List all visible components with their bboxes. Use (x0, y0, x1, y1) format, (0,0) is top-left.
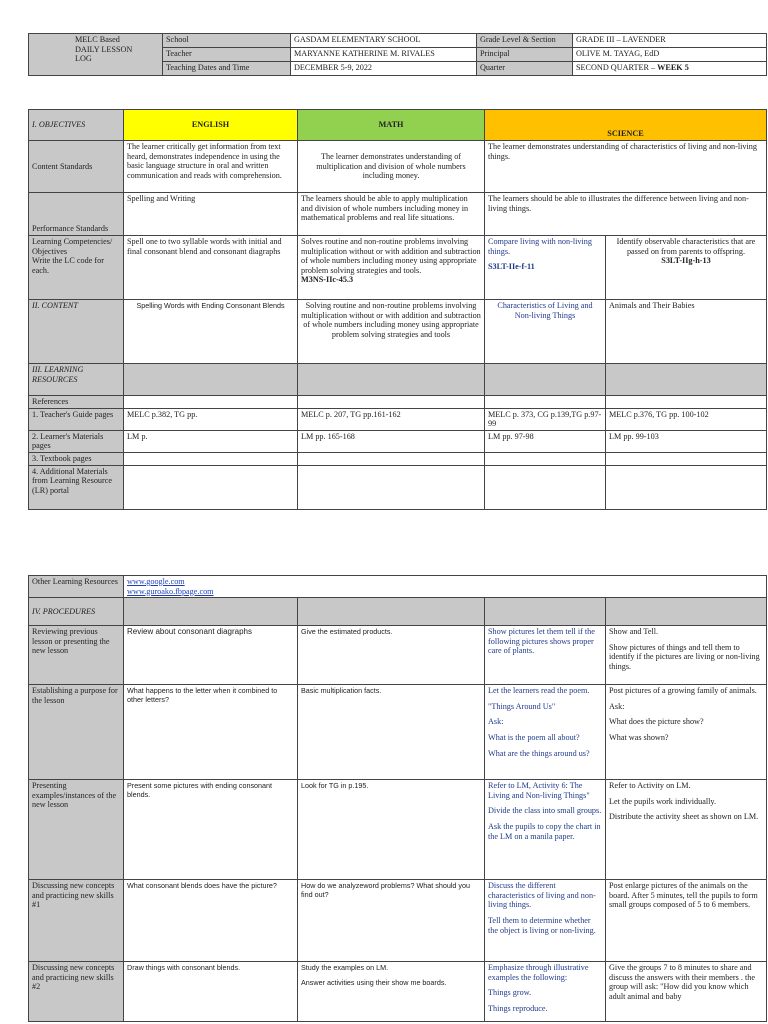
reviewing-science-1: Show pictures let them tell if the following pictures shows proper care of plants. (485, 626, 606, 685)
performance-standards-science: The learners should be able to illustrates the difference between living and non-living things. (485, 193, 767, 236)
additional-label: 4. Additional Materials from Learning Resource (LR) portal (29, 465, 124, 509)
content-science-1: Characteristics of Living and Non-living Things (485, 300, 606, 364)
examples-english: Present some pictures with ending consonant blends. (124, 780, 298, 880)
quarter-label: Quarter (477, 62, 573, 76)
discuss1-label: Discussing new concepts and practicing new skills #1 (29, 880, 124, 962)
content-math: Solving routine and non-routine problems involving multiplication without or with addition and subtraction of whole numbers including money using appropriate problem solving strategies and tools (298, 300, 485, 364)
header-table (28, 33, 767, 76)
discuss1-math: How do we analyzeword problems? What should you find out? (298, 880, 485, 962)
purpose-math: Basic multiplication facts. (298, 685, 485, 780)
quarter-value: SECOND QUARTER – WEEK 5 (573, 62, 767, 76)
examples-label: Presenting examples/instances of the new lesson (29, 780, 124, 880)
performance-standards-math: The learners should be able to apply multiplication and division of whole numbers including money in mathematical problems and real life situations. (298, 193, 485, 236)
reviewing-math: Give the estimated products. (298, 626, 485, 685)
reviewing-english: Review about consonant diagraphs (124, 626, 298, 685)
science-lc-code-1: S3LT-IIe-f-11 (488, 262, 535, 272)
performance-standards-label: Performance Standards (29, 193, 124, 236)
guroako-link[interactable]: www.guroako.fbpage.com (127, 586, 214, 596)
lm-english: LM p. (124, 430, 298, 452)
principal-value: OLIVE M. TAYAG, EdD (573, 48, 767, 62)
discuss1-science-2: Post enlarge pictures of the animals on the board. After 5 minutes, tell the pupils to form small groups composed of 5 to 6 members. (606, 880, 767, 962)
discuss2-science-1: Emphasize through illustrative examples the following: Things grow. Things reproduce. (485, 962, 606, 1022)
grade-label: Grade Level & Section (477, 34, 573, 48)
textbook-label: 3. Textbook pages (29, 452, 124, 465)
lm-science-1: LM pp. 97-98 (485, 430, 606, 452)
teacher-value: MARYANNE KATHERINE M. RIVALES (291, 48, 477, 62)
examples-science-2: Refer to Activity on LM. Let the pupils work individually. Distribute the activity sheet as shown on LM. (606, 780, 767, 880)
discuss2-english: Draw things with consonant blends. (124, 962, 298, 1022)
school-value: GASDAM ELEMENTARY SCHOOL (291, 34, 477, 48)
objectives-heading: I. OBJECTIVES (29, 110, 124, 141)
science-header: SCIENCE (485, 110, 767, 141)
competencies-science-2: Identify observable characteristics that are passed on from parents to offspring. S3LT-IIg-h-13 (606, 236, 767, 300)
discuss2-math: Study the examples on LM. Answer activities using their show me boards. (298, 962, 485, 1022)
dates-value: DECEMBER 5-9, 2022 (291, 62, 477, 76)
purpose-label: Establishing a purpose for the lesson (29, 685, 124, 780)
content-heading: II. CONTENT (29, 300, 124, 364)
tg-math: MELC p. 207, TG pp.161-162 (298, 408, 485, 430)
content-science-2: Animals and Their Babies (606, 300, 767, 364)
performance-standards-english: Spelling and Writing (124, 193, 298, 236)
examples-math: Look for TG in p.195. (298, 780, 485, 880)
purpose-english: What happens to the letter when it combined to other letters? (124, 685, 298, 780)
tg-science-1: MELC p. 373, CG p.139,TG p.97-99 (485, 408, 606, 430)
content-standards-math: The learner demonstrates understanding of multiplication and division of whole numbers including money. (298, 141, 485, 193)
procedures-table (28, 575, 767, 1022)
procedures-heading: IV. PROCEDURES (29, 598, 124, 626)
tg-english: MELC p.382, TG pp. (124, 408, 298, 430)
references-label: References (29, 396, 124, 409)
lm-science-2: LM pp. 99-103 (606, 430, 767, 452)
competencies-science-1: Compare living with non-living things. S3LT-IIe-f-11 (485, 236, 606, 300)
lm-math: LM pp. 165-168 (298, 430, 485, 452)
math-lc-code: M3NS-IIc-45.3 (301, 275, 354, 285)
tg-label: 1. Teacher's Guide pages (29, 408, 124, 430)
tg-science-2: MELC p.376, TG pp. 100-102 (606, 408, 767, 430)
lm-label: 2. Learner's Materials pages (29, 430, 124, 452)
competencies-label: Learning Competencies/ Objectives Write the LC code for each. (29, 236, 124, 300)
reviewing-science-2: Show and Tell. Show pictures of things and tell them to identify if the pictures are living or non-living things. (606, 626, 767, 685)
content-english: Spelling Words with Ending Consonant Blends (124, 300, 298, 364)
google-link[interactable]: www.google.com (127, 577, 185, 586)
competencies-math: Solves routine and non-routine problems involving multiplication without or with addition and subtraction of whole numbers including money using appropriate problem solving strategies and tools. M3NS-IIc-45.3 (298, 236, 485, 300)
discuss2-science-2: Give the groups 7 to 8 minutes to share and discuss the answers with their members . the group will ask: "How did you know which adult animal and baby (606, 962, 767, 1022)
objectives-table (28, 109, 767, 510)
science-lc-code-2: S3LT-IIg-h-13 (661, 256, 711, 266)
purpose-science-1: Let the learners read the poem. "Things Around Us" Ask: What is the poem all about? What are the things around us? (485, 685, 606, 780)
school-label: School (163, 34, 291, 48)
teacher-label: Teacher (163, 48, 291, 62)
purpose-science-2: Post pictures of a growing family of animals. Ask: What does the picture show? What was shown? (606, 685, 767, 780)
other-resources-links (124, 576, 767, 598)
discuss1-science-1: Discuss the different characteristics of living and non-living things. Tell them to determine whether the object is living or non-living. (485, 880, 606, 962)
content-standards-science: The learner demonstrates understanding of characteristics of living and non-living things. (485, 141, 767, 193)
content-standards-english: The learner critically get information from text heard, demonstrates independence in using the basic language structure in oral and written communication and reads with comprehension. (124, 141, 298, 193)
reviewing-label: Reviewing previous lesson or presenting the new lesson (29, 626, 124, 685)
discuss1-english: What consonant blends does have the picture? (124, 880, 298, 962)
content-standards-label: Content Standards (29, 141, 124, 193)
other-resources-label: Other Learning Resources (29, 576, 124, 598)
math-header: MATH (298, 110, 485, 141)
discuss2-label: Discussing new concepts and practicing new skills #2 (29, 962, 124, 1022)
examples-science-1: Refer to LM, Activity 6: The Living and Non-living Things" Divide the class into small groups. Ask the pupils to copy the chart in the LM on a manila paper. (485, 780, 606, 880)
resources-heading: III. LEARNING RESOURCES (29, 364, 124, 396)
grade-value: GRADE III – LAVENDER (573, 34, 767, 48)
english-header: ENGLISH (124, 110, 298, 141)
dates-label: Teaching Dates and Time (163, 62, 291, 76)
principal-label: Principal (477, 48, 573, 62)
competencies-english: Spell one to two syllable words with initial and final consonant blend and consonant diagraphs (124, 236, 298, 300)
log-title: MELC Based DAILY LESSON LOG (29, 34, 163, 76)
